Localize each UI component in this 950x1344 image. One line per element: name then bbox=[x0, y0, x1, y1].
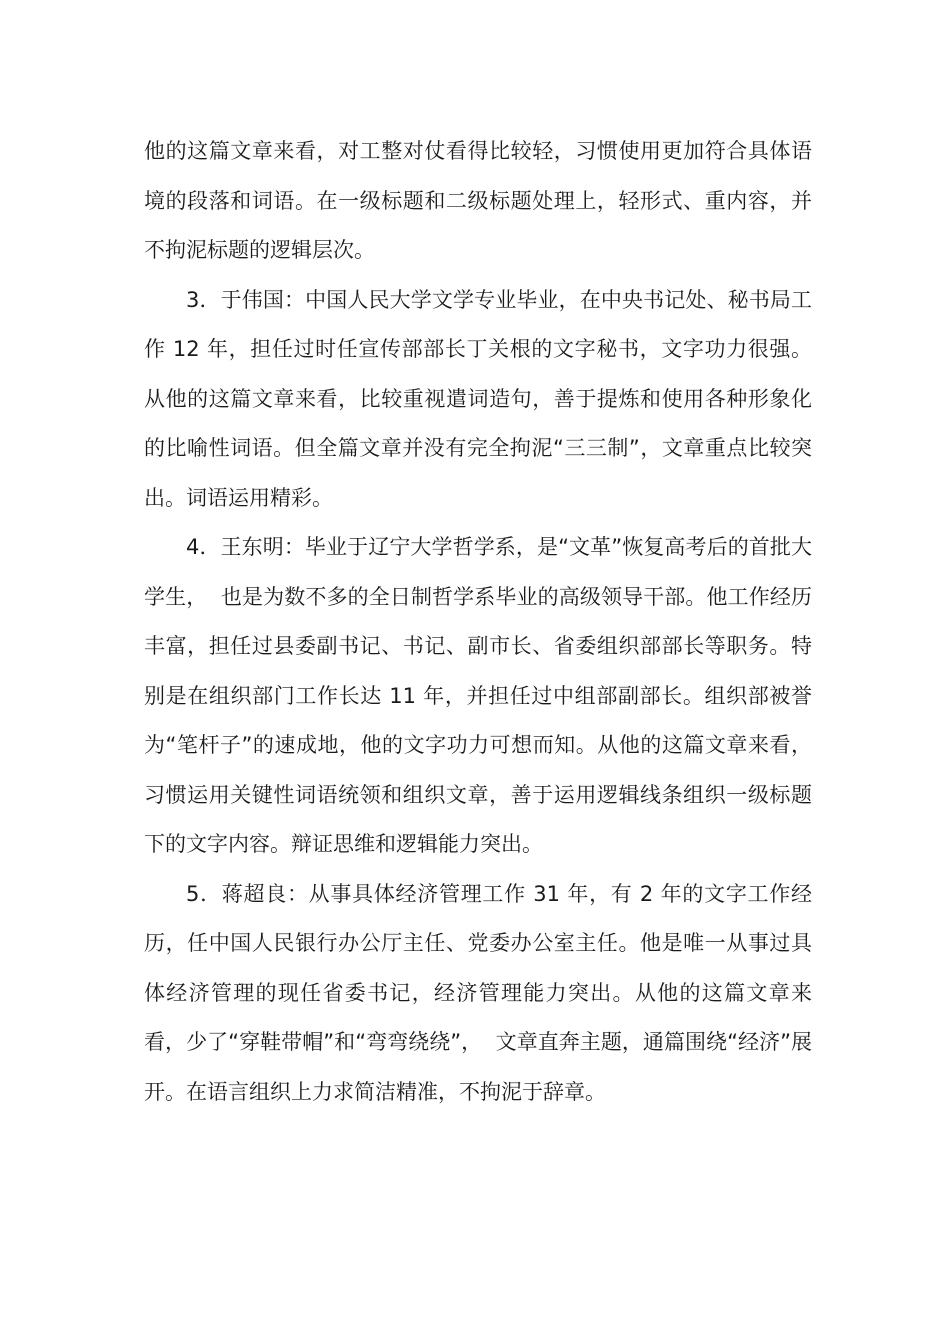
paragraph-jiang-chaoliang: 5．蒋超良：从事具体经济管理工作 31 年，有 2 年的文字工作经历，任中国人民银行办公厅主任、党委办公室主任。他是唯一从事过具体经济管理的现任省委书记，经济管理能力突出。从他的这篇文章来看，少了“穿鞋带帽”和“弯弯绕绕”， 文章直奔主题，通篇围绕“经济”展开。在语言组织上力求简洁精准，不拘泥于辞章。 bbox=[144, 881, 812, 1104]
paragraph-yu-weiguo: 3．于伟国：中国人民大学文学专业毕业，在中央书记处、秘书局工作 12 年，担任过时任宣传部部长丁关根的文字秘书，文字功力很强。从他的这篇文章来看，比较重视遣词造句，善于提炼和使用各种形象化的比喻性词语。但全篇文章并没有完全拘泥“三三制”，文章重点比较突出。词语运用精彩。 bbox=[144, 287, 812, 510]
paragraph-wang-dongming: 4．王东明：毕业于辽宁大学哲学系，是“文革”恢复高考后的首批大学生， 也是为数不多的全日制哲学系毕业的高级领导干部。他工作经历丰富，担任过县委副书记、书记、副市长、省委组织部部长等职务。特别是在组织部门工作长达 11 年，并担任过中组部副部长。组织部被誉为“笔杆子”的速成地，他的文字功力可想而知。从他的这篇文章来看，习惯运用关键性词语统领和组织文章，善于运用逻辑线条组织一级标题下的文字内容。辩证思维和逻辑能力突出。 bbox=[144, 535, 812, 856]
paragraph-continuation: 他的这篇文章来看，对工整对仗看得比较轻，习惯使用更加符合具体语境的段落和词语。在一级标题和二级标题处理上，轻形式、重内容，并不拘泥标题的逻辑层次。 bbox=[144, 139, 812, 262]
document-body bbox=[144, 127, 812, 1117]
